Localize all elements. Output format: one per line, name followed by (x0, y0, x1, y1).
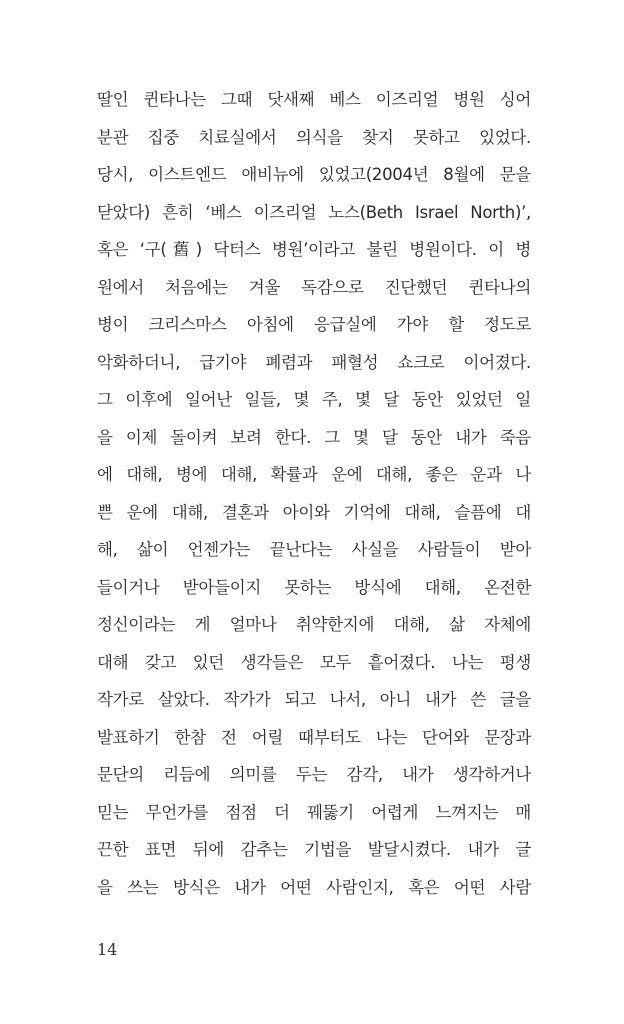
text-line: 정신이라는 게 얼마나 취약한지에 대해, 삶 자체에 (97, 615, 531, 634)
text-line: 을 이제 돌이켜 보려 한다. 그 몇 달 동안 내가 죽음 (97, 427, 531, 447)
text-line: 끈한 표면 뒤에 감추는 기법을 발달시켰다. 내가 글 (97, 840, 531, 859)
text-line: 대해 갖고 있던 생각들은 모두 흩어졌다. 나는 평생 (97, 652, 531, 672)
text-line: 쁜 운에 대해, 결혼과 아이와 기억에 대해, 슬픔에 대 (97, 502, 531, 522)
text-line: 병이 크리스마스 아침에 응급실에 가야 할 정도로 (97, 315, 531, 334)
text-line: 을 쓰는 방식은 내가 어떤 사람인지, 혹은 어떤 사람 (97, 877, 531, 897)
text-line: 발표하기 한참 전 어릴 때부터도 나는 단어와 문장과 (97, 727, 531, 747)
text-line: 그 이후에 일어난 일들, 몇 주, 몇 달 동안 있었던 일 (97, 390, 531, 409)
text-line: 딸인 퀸타나는 그때 닷새째 베스 이즈리얼 병원 싱어 (97, 90, 531, 109)
page-number: 14 (97, 940, 118, 959)
text-line: 에 대해, 병에 대해, 확률과 운에 대해, 좋은 운과 나 (97, 465, 531, 484)
text-line: 들이거나 받아들이지 못하는 방식에 대해, 온전한 (97, 577, 531, 597)
text-line: 혹은 ‘구(舊) 닥터스 병원’이라고 불린 병원이다. 이 병 (97, 240, 531, 259)
body-text (97, 86, 531, 911)
text-line: 믿는 무언가를 점점 더 꿰뚫기 어렵게 느껴지는 매 (97, 802, 531, 822)
text-line: 당시, 이스트엔드 애비뉴에 있었고(2004년 8월에 문을 (97, 165, 531, 184)
text-line: 분관 집중 치료실에서 의식을 찾지 못하고 있었다. (97, 127, 531, 147)
text-line: 문단의 리듬에 의미를 두는 감각, 내가 생각하거나 (97, 765, 531, 784)
text-line: 해, 삶이 언젠가는 끝난다는 사실을 사람들이 받아 (97, 540, 531, 559)
text-line: 원에서 처음에는 겨울 독감으로 진단했던 퀸타나의 (97, 277, 531, 297)
text-line: 악화하더니, 급기야 폐렴과 패혈성 쇼크로 이어졌다. (97, 352, 531, 372)
text-line: 닫았다) 흔히 ‘베스 이즈리얼 노스(Beth Israel North)’, (97, 202, 531, 222)
text-line: 작가로 살았다. 작가가 되고 나서, 아니 내가 쓴 글을 (97, 690, 531, 709)
